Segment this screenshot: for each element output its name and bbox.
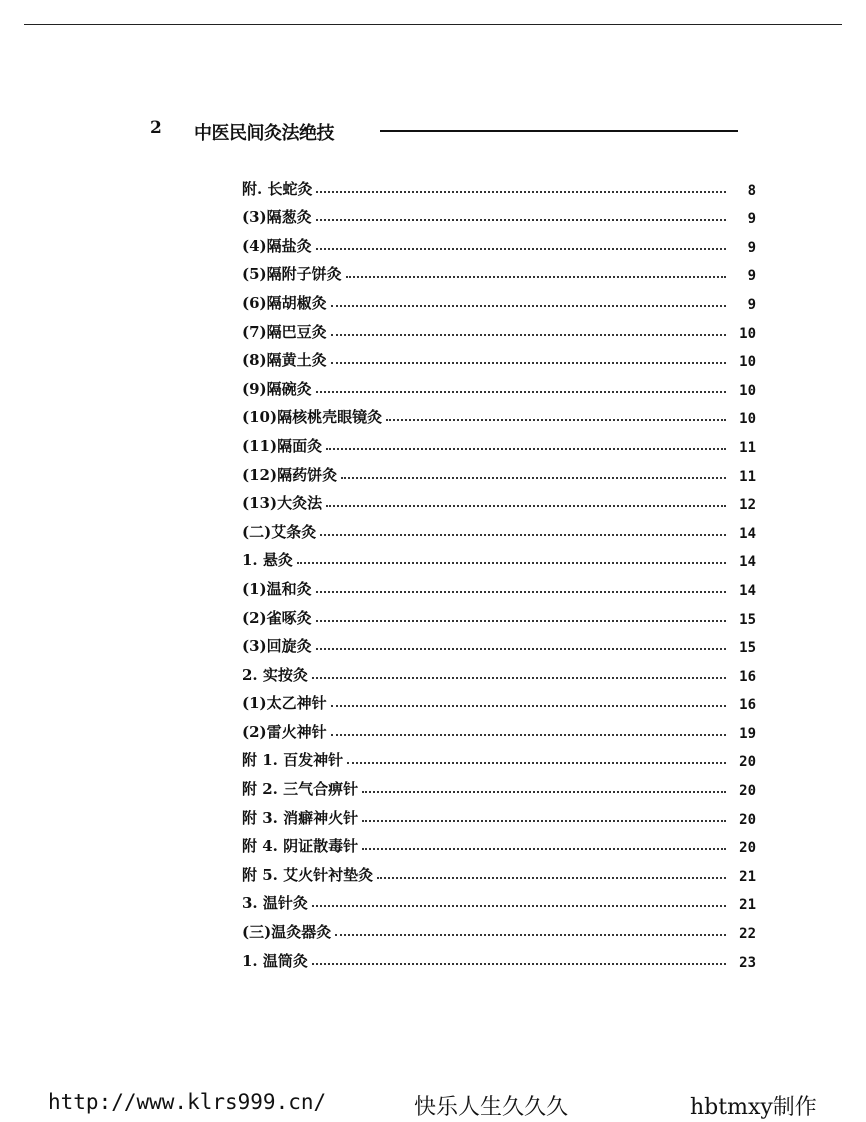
toc-entry-page: 10 bbox=[739, 325, 756, 342]
toc-entry-label: (二)艾条灸 bbox=[242, 522, 317, 541]
toc-entry-label: (7)隔巴豆灸 bbox=[242, 322, 327, 341]
toc-dot-leader bbox=[362, 820, 726, 822]
toc-entry-label: 1. 温筒灸 bbox=[242, 951, 308, 970]
book-title: 中医民间灸法绝技 bbox=[194, 123, 334, 144]
toc-entry-page: 8 bbox=[747, 182, 756, 199]
toc-entry-page: 19 bbox=[739, 725, 756, 742]
toc-dot-leader bbox=[312, 963, 726, 965]
toc-entry-label: (12)隔药饼灸 bbox=[242, 465, 338, 484]
toc-entry-label: (3)回旋灸 bbox=[242, 637, 312, 656]
toc-dot-leader bbox=[297, 562, 726, 564]
toc-entry[interactable] bbox=[242, 656, 762, 685]
toc-dot-leader bbox=[362, 848, 726, 850]
toc-entry-page: 14 bbox=[739, 554, 756, 571]
toc-entry-label: (11)隔面灸 bbox=[242, 436, 323, 455]
toc-entry-label: (2)雷火神针 bbox=[242, 722, 327, 741]
footer-center-text: 快乐人生久久久 bbox=[414, 1095, 569, 1120]
toc-entry[interactable] bbox=[242, 742, 762, 771]
toc-entry-page: 10 bbox=[739, 382, 756, 399]
page-number: 2 bbox=[150, 118, 162, 138]
toc-entry-label: 2. 实按灸 bbox=[242, 665, 308, 684]
toc-entry-label: (三)温灸器灸 bbox=[242, 923, 332, 942]
toc-entry[interactable] bbox=[242, 199, 762, 228]
toc-entry-page: 20 bbox=[739, 754, 756, 771]
toc-dot-leader bbox=[316, 591, 726, 593]
toc-entry[interactable] bbox=[242, 342, 762, 371]
toc-entry-label: (9)隔碗灸 bbox=[242, 379, 312, 398]
toc-entry-page: 10 bbox=[739, 411, 756, 428]
toc-entry-label: 1. 悬灸 bbox=[242, 551, 293, 570]
toc-entry-label: 附 3. 消癖神火针 bbox=[242, 808, 359, 827]
footer-url-link[interactable]: http://www.klrs999.cn/ bbox=[48, 1090, 327, 1114]
toc-entry-label: (8)隔黄土灸 bbox=[242, 351, 327, 370]
toc-entry-page: 21 bbox=[739, 868, 756, 885]
toc-dot-leader bbox=[331, 362, 726, 364]
toc-dot-leader bbox=[331, 705, 726, 707]
toc-entry-page: 9 bbox=[747, 211, 756, 228]
toc-entry[interactable] bbox=[242, 170, 762, 199]
toc-entry-label: (4)隔盐灸 bbox=[242, 236, 312, 255]
toc-dot-leader bbox=[312, 677, 726, 679]
toc-entry[interactable] bbox=[242, 227, 762, 256]
toc-entry[interactable] bbox=[242, 942, 762, 971]
toc-entry-page: 9 bbox=[747, 296, 756, 313]
toc-dot-leader bbox=[331, 734, 726, 736]
toc-entry[interactable] bbox=[242, 713, 762, 742]
toc-dot-leader bbox=[377, 877, 726, 879]
table-of-contents bbox=[242, 170, 762, 971]
toc-dot-leader bbox=[316, 391, 726, 393]
toc-entry-label: 附. 长蛇灸 bbox=[242, 179, 313, 198]
toc-entry-page: 21 bbox=[739, 897, 756, 914]
toc-entry-label: 附 4. 阴证散毒针 bbox=[242, 837, 359, 856]
toc-entry-label: 附 1. 百发神针 bbox=[242, 751, 344, 770]
toc-entry-page: 15 bbox=[739, 640, 756, 657]
toc-dot-leader bbox=[316, 648, 726, 650]
toc-dot-leader bbox=[331, 334, 726, 336]
toc-entry-page: 14 bbox=[739, 582, 756, 599]
toc-dot-leader bbox=[347, 762, 726, 764]
toc-entry[interactable] bbox=[242, 570, 762, 599]
toc-entry-page: 15 bbox=[739, 611, 756, 628]
toc-entry-label: 附 5. 艾火针衬垫灸 bbox=[242, 865, 374, 884]
toc-entry-label: (6)隔胡椒灸 bbox=[242, 293, 327, 312]
toc-entry-label: (5)隔附子饼灸 bbox=[242, 265, 342, 284]
toc-entry-label: (13)大灸法 bbox=[242, 494, 323, 513]
toc-entry-page: 14 bbox=[739, 525, 756, 542]
toc-entry-page: 11 bbox=[739, 439, 756, 456]
toc-entry[interactable] bbox=[242, 542, 762, 571]
toc-entry-label: (2)雀啄灸 bbox=[242, 608, 312, 627]
toc-entry[interactable] bbox=[242, 370, 762, 399]
toc-dot-leader bbox=[362, 791, 726, 793]
toc-entry-label: (3)隔葱灸 bbox=[242, 208, 312, 227]
toc-entry[interactable] bbox=[242, 427, 762, 456]
toc-dot-leader bbox=[326, 505, 726, 507]
toc-dot-leader bbox=[316, 219, 726, 221]
toc-entry-label: 3. 温针灸 bbox=[242, 894, 308, 913]
toc-entry[interactable] bbox=[242, 284, 762, 313]
toc-entry[interactable] bbox=[242, 770, 762, 799]
toc-entry-page: 9 bbox=[747, 239, 756, 256]
toc-entry-page: 23 bbox=[739, 954, 756, 971]
toc-entry-label: 附 2. 三气合痹针 bbox=[242, 780, 359, 799]
toc-entry[interactable] bbox=[242, 513, 762, 542]
toc-entry[interactable] bbox=[242, 485, 762, 514]
toc-entry-page: 20 bbox=[739, 811, 756, 828]
toc-dot-leader bbox=[320, 534, 726, 536]
toc-entry-page: 20 bbox=[739, 840, 756, 857]
toc-dot-leader bbox=[335, 934, 726, 936]
toc-entry[interactable] bbox=[242, 685, 762, 714]
toc-entry-page: 16 bbox=[739, 697, 756, 714]
toc-entry[interactable] bbox=[242, 256, 762, 285]
toc-entry-label: (1)温和灸 bbox=[242, 579, 312, 598]
toc-entry[interactable] bbox=[242, 885, 762, 914]
toc-entry[interactable] bbox=[242, 399, 762, 428]
footer-credit: hbtmxy制作 bbox=[690, 1095, 817, 1120]
toc-dot-leader bbox=[312, 905, 726, 907]
toc-dot-leader bbox=[316, 248, 726, 250]
toc-entry-page: 10 bbox=[739, 354, 756, 371]
toc-entry[interactable] bbox=[242, 628, 762, 657]
toc-dot-leader bbox=[316, 191, 726, 193]
toc-entry-page: 11 bbox=[739, 468, 756, 485]
toc-dot-leader bbox=[341, 477, 726, 479]
toc-entry[interactable] bbox=[242, 456, 762, 485]
toc-entry[interactable] bbox=[242, 599, 762, 628]
toc-entry[interactable] bbox=[242, 828, 762, 857]
toc-entry-page: 12 bbox=[739, 497, 756, 514]
toc-entry[interactable] bbox=[242, 913, 762, 942]
top-rule bbox=[24, 24, 842, 25]
toc-entry-page: 16 bbox=[739, 668, 756, 685]
toc-entry[interactable] bbox=[242, 856, 762, 885]
toc-entry-page: 9 bbox=[747, 268, 756, 285]
toc-entry-page: 20 bbox=[739, 783, 756, 800]
title-rule bbox=[380, 130, 738, 132]
toc-entry[interactable] bbox=[242, 313, 762, 342]
toc-dot-leader bbox=[346, 276, 726, 278]
toc-entry-page: 22 bbox=[739, 926, 756, 943]
toc-dot-leader bbox=[386, 419, 726, 421]
toc-dot-leader bbox=[316, 620, 726, 622]
toc-dot-leader bbox=[326, 448, 726, 450]
toc-entry-label: (10)隔核桃壳眼镜灸 bbox=[242, 408, 383, 427]
toc-entry[interactable] bbox=[242, 799, 762, 828]
toc-entry-label: (1)太乙神针 bbox=[242, 694, 327, 713]
toc-dot-leader bbox=[331, 305, 726, 307]
